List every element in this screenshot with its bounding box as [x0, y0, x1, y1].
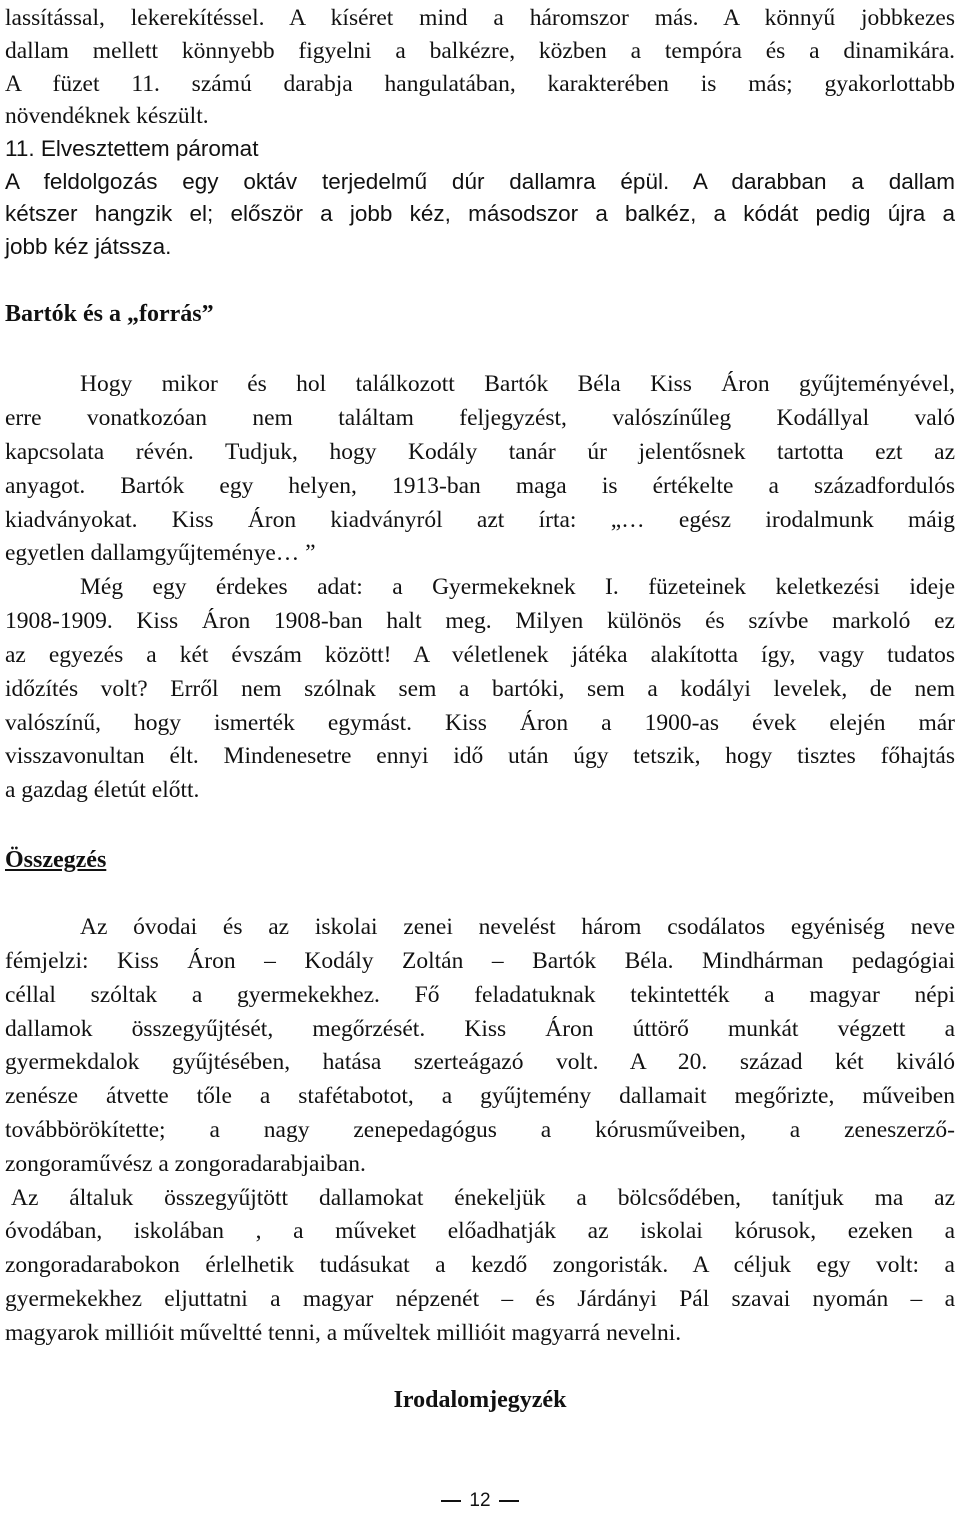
- paragraph-line: dallamok összegyűjtését, megőrzését. Kiss Áron úttörő munkát végzett a: [5, 1016, 955, 1042]
- paragraph-line: gyermekekhez eljuttatni a magyar népzenét – és Járdányi Pál szavai nyomán – a: [5, 1286, 955, 1312]
- page-number-dash-left: [441, 1500, 461, 1502]
- paragraph-line: A feldolgozás egy oktáv terjedelmű dúr dallamra épül. A darabban a dallam: [5, 169, 955, 194]
- paragraph-line: jobb kéz játssza.: [5, 234, 172, 259]
- paragraph-line: Az óvodai és az iskolai zenei nevelést három csodálatos egyéniség neve: [80, 914, 955, 940]
- paragraph-line: kapcsolata révén. Tudjuk, hogy Kodály tanár úr jelentősnek tartotta ezt az: [5, 439, 955, 465]
- paragraph-line: kiadványokat. Kiss Áron kiadványról azt írta: „… egész irodalmunk máig: [5, 507, 955, 533]
- paragraph-line: dallam mellett könnyebb figyelni a balkézre, közben a tempóra és a dinamikára.: [5, 38, 955, 64]
- paragraph-line: továbbörökítette; a nagy zenepedagógus a kórusműveiben, a zeneszerző-: [5, 1117, 955, 1143]
- paragraph-line: zongoradarabokon érlelhetik tudásukat a kezdő zongoristák. A céljuk egy volt: a: [5, 1252, 955, 1278]
- paragraph-line: növendéknek készült.: [5, 103, 209, 129]
- paragraph-line: 1908-1909. Kiss Áron 1908-ban halt meg. Milyen különös és szívbe markoló ez: [5, 608, 955, 634]
- paragraph-line: a gazdag életút előtt.: [5, 777, 200, 803]
- paragraph-line: gyermekdalok gyűjtésében, hatása szerteágazó volt. A 20. század két kiváló: [5, 1049, 955, 1075]
- paragraph-line: időzítés volt? Erről nem szólnak sem a bartóki, sem a kodályi levelek, de nem: [5, 676, 955, 702]
- page-number-dash-right: [499, 1500, 519, 1502]
- paragraph-line: valószínű, hogy ismerték egymást. Kiss Áron a 1900-as évek elején már: [5, 710, 955, 736]
- paragraph-line: egyetlen dallamgyűjteménye… ”: [5, 540, 316, 566]
- paragraph-line: fémjelzi: Kiss Áron – Kodály Zoltán – Bartók Béla. Mindhárman pedagógiai: [5, 948, 955, 974]
- page-number-value: 12: [469, 1490, 491, 1511]
- paragraph-line: zenésze átvette tőle a stafétabotot, a gyűjtemény dallamait megőrizte, műveiben: [5, 1083, 955, 1109]
- page-number: [0, 1488, 960, 1514]
- paragraph-line: visszavonultan élt. Mindenesetre ennyi idő után úgy tetszik, hogy tisztes főhajtás: [5, 743, 955, 769]
- section-heading-summary: Összegzés: [5, 847, 107, 873]
- piece-title: 11. Elvesztettem páromat: [5, 136, 259, 161]
- paragraph-line: az egyezés a két évszám között! A véletlenek játéka alakította így, vagy tudatos: [5, 642, 955, 668]
- paragraph-line: céllal szóltak a gyermekekhez. Fő feladatuknak tekintették a magyar népi: [5, 982, 955, 1008]
- section-heading-bibliography: Irodalomjegyzék: [393, 1387, 567, 1413]
- paragraph-line: anyagot. Bartók egy helyen, 1913-ban maga is értékelte a századfordulós: [5, 473, 955, 499]
- paragraph-line: zongoraművész a zongoradarabjaiban.: [5, 1151, 366, 1177]
- paragraph-line: Hogy mikor és hol találkozott Bartók Béla Kiss Áron gyűjteményével,: [80, 371, 955, 397]
- paragraph-line: erre vonatkozóan nem találtam feljegyzést, valószínűleg Kodállyal való: [5, 405, 955, 431]
- paragraph-line: óvodában, iskolában , a műveket előadhatják az iskolai kórusok, ezeken a: [5, 1218, 955, 1244]
- paragraph-line: A füzet 11. számú darabja hangulatában, karakterében is más; gyakorlottabb: [5, 71, 955, 97]
- paragraph-line: Még egy érdekes adat: a Gyermekeknek I. füzeteinek keletkezési ideje: [80, 574, 955, 600]
- paragraph-line: Az általuk összegyűjtött dallamokat énekeljük a bölcsődében, tanítjuk ma az: [11, 1185, 955, 1211]
- paragraph-line: kétszer hangzik el; először a jobb kéz, másodszor a balkéz, a kódát pedig újra a: [5, 201, 955, 226]
- paragraph-line: magyarok millióit műveltté tenni, a műveltek millióit magyarrá nevelni.: [5, 1320, 682, 1346]
- section-heading-source: Bartók és a „forrás”: [5, 301, 214, 327]
- paragraph-line: lassítással, lekerekítéssel. A kíséret mind a háromszor más. A könnyű jobbkezes: [5, 5, 955, 31]
